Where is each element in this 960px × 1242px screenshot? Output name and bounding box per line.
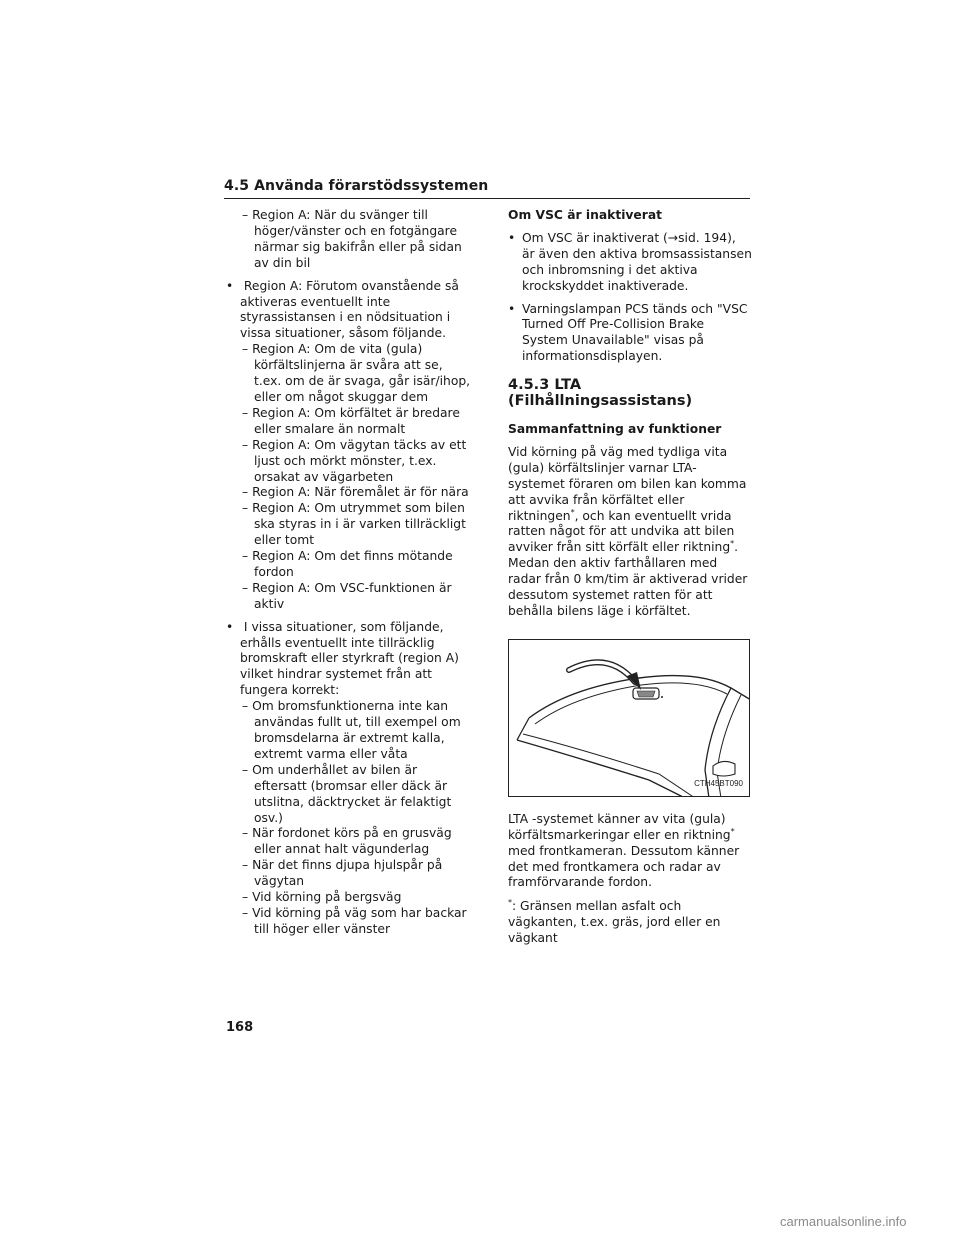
dash-item: – Vid körning på väg som har backar till höger eller vänster: [226, 906, 472, 938]
section-header: 4.5 Använda förarstödssystemen: [224, 178, 750, 199]
vsc-heading: Om VSC är inaktiverat: [508, 208, 663, 222]
summary-paragraph: [508, 445, 752, 620]
footnote: [508, 899, 752, 947]
door-mirror: [713, 761, 735, 776]
right-column: [508, 208, 752, 955]
footnote-star: *: [730, 539, 735, 549]
windshield-illustration: [509, 640, 750, 797]
dash-item: – Om bromsfunktionerna inte kan användas fullt ut, till exempel om bromsdelarna är extremt kalla, extremt varma eller våta: [226, 699, 472, 763]
summary-text: Vid körning på väg med tydliga vita (gula) körfältslinjer varnar LTA-systemet föraren om bilen kan komma att avvika från körfältet eller riktningen: [508, 444, 747, 523]
footnote-text: : Gränsen mellan asfalt och vägkanten, t.ex. gräs, jord eller en vägkant: [508, 899, 721, 946]
page-number: 168: [226, 1020, 254, 1035]
dash-list-2: [226, 342, 472, 612]
dash-item: – Region A: När du svänger till höger/vänster och en fotgängare närmar sig bakifrån eller på sidan av din bil: [226, 208, 472, 272]
dash-item: – Region A: Om de vita (gula) körfältslinjerna är svåra att se, t.ex. om de är svaga, går isär/ihop, eller om något skuggar dem: [226, 342, 472, 406]
bullet-text: I vissa situationer, som följande, erhålls eventuellt inte tillräcklig bromskraft eller styrkraft (region A) vilket hindrar systemet från att fungera korrekt:: [240, 619, 459, 698]
dash-item: – Om underhållet av bilen är eftersatt (bromsar eller däck är utslitna, däcktrycket är felaktigt osv.): [226, 763, 472, 827]
dash-item: – Region A: Om det finns mötande fordon: [226, 549, 472, 581]
dash-list-1: [226, 208, 472, 272]
bullet-text: Varningslampan PCS tänds och "VSC Turned Off Pre-Collision Brake System Unavailable" visas på informationsdisplayen.: [522, 301, 748, 364]
dash-item: – Vid körning på bergsväg: [226, 890, 472, 906]
vsc-bullet: [508, 302, 752, 366]
bullet-steering-assist: [226, 279, 472, 343]
footnote-star: *: [508, 898, 512, 908]
camera-paragraph: [508, 812, 752, 892]
bullet-text: Region A: Förutom ovanstående så aktiveras eventuellt inte styrassistansen i en nödsituation i vissa situationer, såsom följande.: [240, 278, 459, 341]
dash-item: – Region A: Om vägytan täcks av ett ljust och mörkt mönster, t.ex. orsakat av vägarbeten: [226, 438, 472, 486]
dash-item: – Region A: Om utrymmet som bilen ska styras in i är varken tillräckligt eller tomt: [226, 501, 472, 549]
summary-text: . Medan den aktiv farthållaren med radar från 0 km/tim är aktiverad vrider dessutom systemet ratten för att behålla bilens läge i körfältet.: [508, 540, 748, 618]
camera-text: LTA -systemet känner av vita (gula) körfältsmarkeringar eller en riktning: [508, 811, 731, 842]
footnote-star: *: [730, 826, 735, 836]
summary-heading: Sammanfattning av funktioner: [508, 421, 722, 436]
summary-text: , och kan eventuellt vrida ratten något för att undvika att bilen avviker från sitt körfält eller riktning: [508, 508, 735, 555]
dash-item: – När fordonet körs på en grusväg eller annat halt vägunderlag: [226, 826, 472, 858]
dash-item: – Region A: Om VSC-funktionen är aktiv: [226, 581, 472, 613]
left-column: [226, 208, 472, 938]
vsc-bullet: [508, 231, 752, 295]
section-title: 4.5.3 LTA (Filhållningsassistans): [508, 377, 693, 410]
windshield-camera-figure: [508, 639, 750, 797]
camera-text: med frontkameran. Dessutom känner det med frontkamera och radar av framförvarande fordon.: [508, 843, 740, 890]
dash-item: – När det finns djupa hjulspår på vägytan: [226, 858, 472, 890]
footnote-star: *: [570, 507, 575, 517]
watermark: carmanualsonline.info: [780, 1214, 907, 1229]
figure-code: CTH45BT090: [694, 778, 743, 788]
dash-item: – Region A: När föremålet är för nära: [226, 485, 472, 501]
dash-list-3: [226, 699, 472, 938]
bullet-brake-force: [226, 620, 472, 700]
dash-item: – Region A: Om körfältet är bredare eller smalare än normalt: [226, 406, 472, 438]
bullet-text: Om VSC är inaktiverat (→sid. 194), är även den aktiva bromsassistansen och inbromsning i det aktiva krockskyddet inaktiverade.: [522, 230, 752, 293]
